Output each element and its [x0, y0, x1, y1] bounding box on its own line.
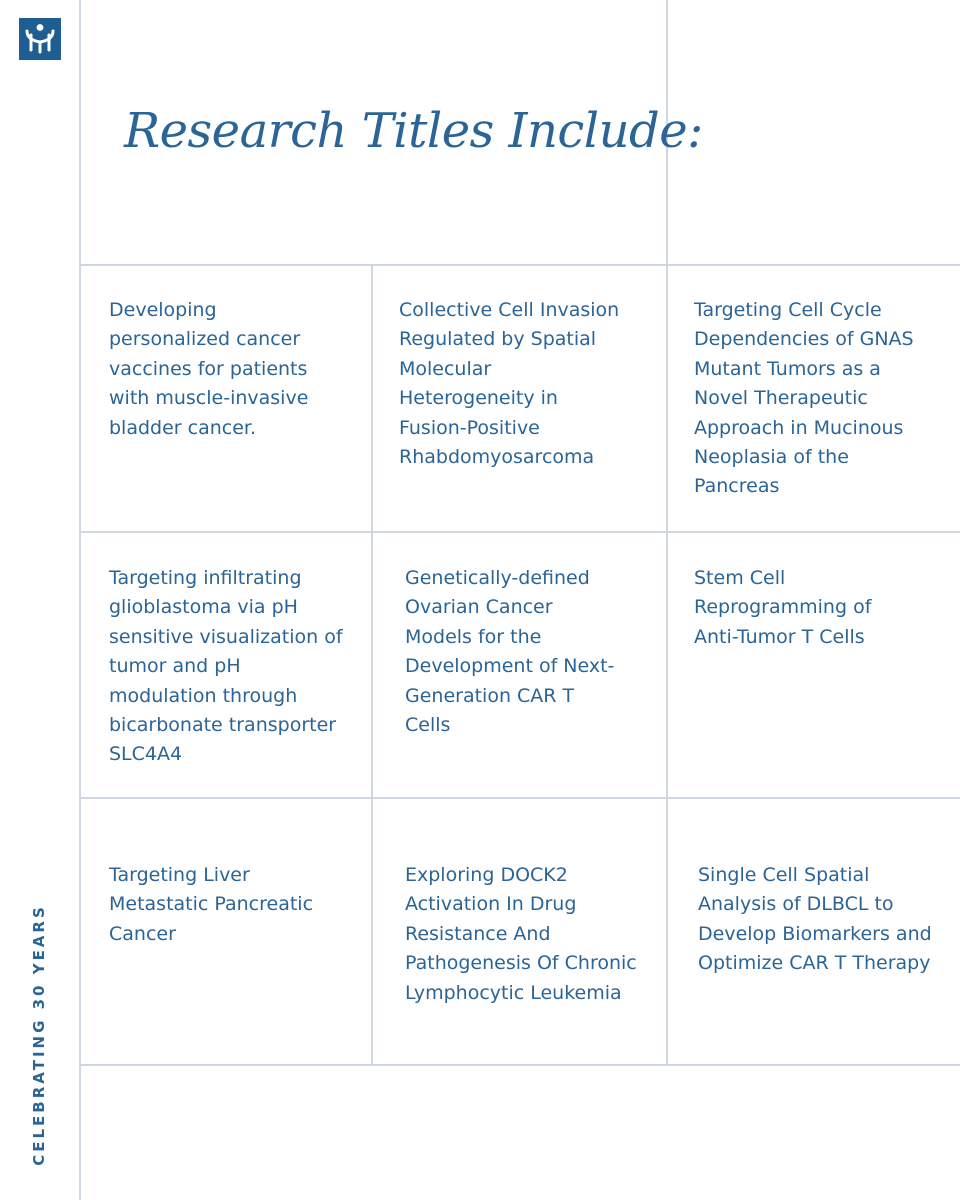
grid-line-horizontal-3 [79, 797, 960, 799]
grid-line-vertical-middle [371, 265, 373, 1065]
people-logo-icon [19, 18, 61, 60]
research-title-8: Exploring DOCK2 Activation In Drug Resistance And Pathogenesis Of Chronic Lymphocytic Leukemia [405, 864, 637, 1004]
research-title-7: Targeting Liver Metastatic Pancreatic Cancer [109, 864, 314, 945]
page-title: Research Titles Include: [124, 103, 703, 159]
research-title-3: Targeting Cell Cycle Dependencies of GNAS Mutant Tumors as a Novel Therapeutic Approach in Mucinous Neoplasia of the Pancreas [694, 299, 914, 498]
grid-line-horizontal-1 [79, 264, 960, 266]
research-title-2: Collective Cell Invasion Regulated by Spatial Molecular Heterogeneity in Fusion-Positive Rhabdomyosarcoma [399, 299, 620, 469]
research-title-1: Developing personalized cancer vaccines for patients with muscle-invasive bladder cancer. [109, 299, 309, 439]
celebrating-years-label: CELEBRATING 30 YEARS [30, 904, 48, 1166]
research-title-5: Genetically-defined Ovarian Cancer Models for the Development of Next- Generation CAR T Cells [405, 567, 615, 737]
grid-line-vertical-left [79, 0, 81, 1200]
grid-line-horizontal-2 [79, 531, 960, 533]
research-title-9: Single Cell Spatial Analysis of DLBCL to Develop Biomarkers and Optimize CAR T Therapy [698, 864, 932, 975]
grid-line-horizontal-4 [79, 1064, 960, 1066]
research-title-4: Targeting infiltrating glioblastoma via pH sensitive visualization of tumor and pH modulation through bicarbonate transporter SLC4A4 [109, 567, 343, 766]
research-title-6: Stem Cell Reprogramming of Anti-Tumor T Cells [694, 567, 872, 648]
